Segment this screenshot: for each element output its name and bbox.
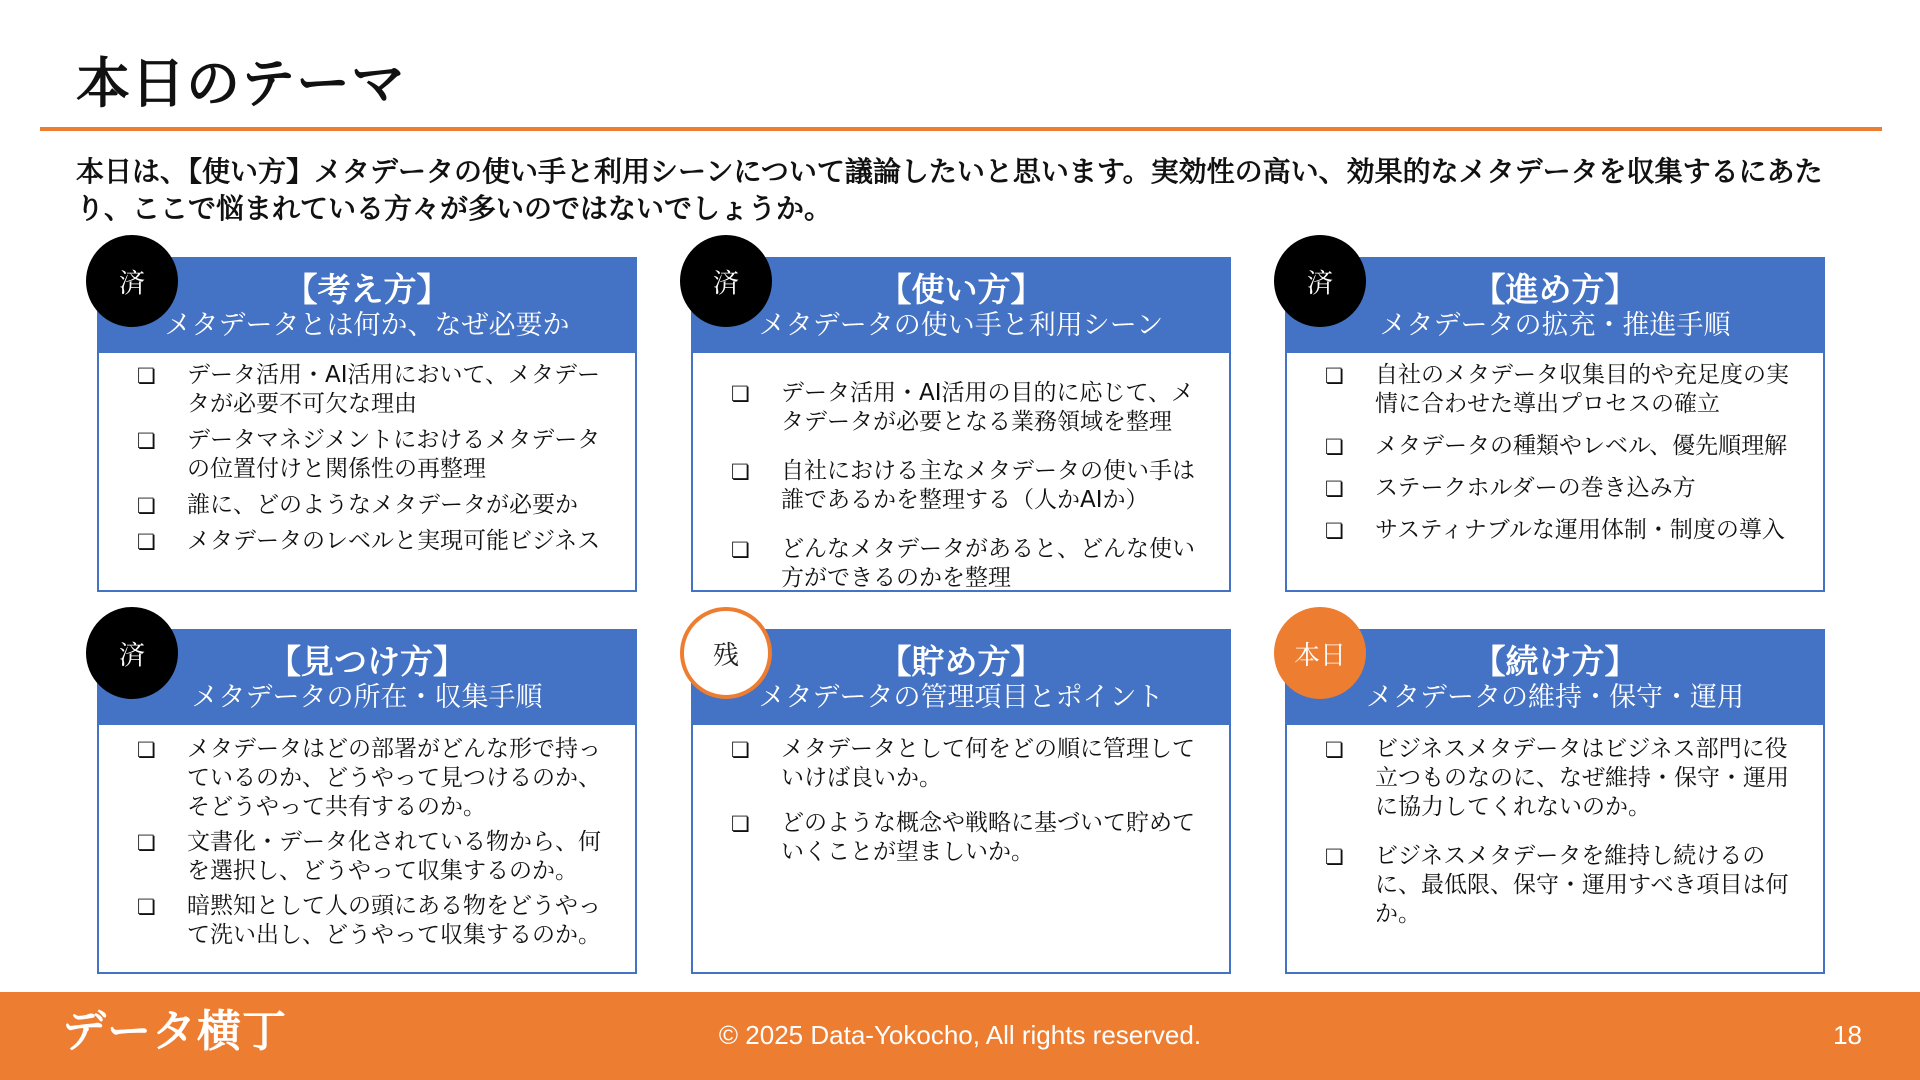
list-item-text: どんなメタデータがあると、どんな使い方ができるのかを整理 <box>781 536 1195 591</box>
checkbox-bullet-icon: ❏ <box>137 364 156 388</box>
list-item <box>137 892 617 950</box>
list-item-text: 誰に、どのようなメタデータが必要か <box>187 492 578 518</box>
list-item <box>1325 474 1805 503</box>
list-item-text: メタデータとして何をどの順に管理していけば良いか。 <box>781 736 1195 791</box>
footer-bar <box>0 992 1920 1080</box>
checkbox-bullet-icon: ❏ <box>137 831 156 855</box>
list-item-text: 自社における主なメタデータの使い手は誰であるかを整理する（人かAIか） <box>781 458 1195 513</box>
theme-card <box>97 257 637 592</box>
card-title: 【考え方】 <box>284 270 450 309</box>
card-body <box>1287 353 1823 545</box>
theme-card <box>1285 629 1825 974</box>
list-item-text: メタデータのレベルと実現可能ビジネス <box>187 528 601 554</box>
list-item-text: データ活用・AI活用において、メタデータが必要不可欠な理由 <box>187 362 601 417</box>
card-title: 【貯め方】 <box>878 642 1044 681</box>
list-item <box>137 735 617 822</box>
card-header <box>693 259 1229 353</box>
card-subtitle: メタデータの使い手と利用シーン <box>758 310 1164 341</box>
checkbox-bullet-icon: ❏ <box>731 382 750 406</box>
list-item <box>137 361 617 419</box>
bullet-list <box>731 735 1211 867</box>
checkbox-bullet-icon: ❏ <box>1325 364 1344 388</box>
card-header <box>693 631 1229 725</box>
list-item <box>1325 516 1805 545</box>
list-item-text: どのような概念や戦略に基づいて貯めていくことが望ましいか。 <box>781 810 1195 865</box>
brand-logo: データ横丁 <box>62 1006 287 1057</box>
bullet-list <box>1325 361 1805 545</box>
list-item <box>137 491 617 520</box>
checkbox-bullet-icon: ❏ <box>1325 738 1344 762</box>
intro-text: 本日は、【使い方】メタデータの使い手と利用シーンについて議論したいと思います。実効性の高い、効果的なメタデータを収集するにあたり、ここで悩まれている方々が多いのではないでしょうか。 <box>76 155 1823 225</box>
checkbox-bullet-icon: ❏ <box>1325 477 1344 501</box>
bullet-list <box>137 735 617 950</box>
list-item <box>731 535 1211 593</box>
list-item-text: メタデータの種類やレベル、優先順理解 <box>1375 433 1788 459</box>
list-item-text: 暗黙知として人の頭にある物をどうやって洗い出し、どうやって収集するのか。 <box>187 893 601 948</box>
page-number: 18 <box>1833 1020 1862 1050</box>
list-item-text: サスティナブルな運用体制・制度の導入 <box>1375 517 1785 543</box>
title-divider <box>40 127 1882 131</box>
card-header <box>99 631 635 725</box>
list-item-text: ビジネスメタデータを維持し続けるのに、最低限、保守・運用すべき項目は何か。 <box>1375 843 1789 927</box>
card-body <box>1287 725 1823 929</box>
status-badge: 本日 <box>1274 607 1366 699</box>
card-body <box>99 353 635 556</box>
theme-card <box>1285 257 1825 592</box>
list-item <box>137 527 617 556</box>
list-item-text: ビジネスメタデータはビジネス部門に役立つものなのに、なぜ維持・保守・運用に協力してくれないのか。 <box>1375 736 1789 820</box>
checkbox-bullet-icon: ❏ <box>137 530 156 554</box>
checkbox-bullet-icon: ❏ <box>731 460 750 484</box>
card-body <box>693 353 1229 593</box>
list-item <box>1325 361 1805 419</box>
list-item-text: 自社のメタデータ収集目的や充足度の実情に合わせた導出プロセスの確立 <box>1375 362 1789 417</box>
checkbox-bullet-icon: ❏ <box>1325 435 1344 459</box>
list-item <box>137 426 617 484</box>
checkbox-bullet-icon: ❏ <box>1325 845 1344 869</box>
checkbox-bullet-icon: ❏ <box>1325 519 1344 543</box>
card-header <box>99 259 635 353</box>
list-item-text: データ活用・AI活用の目的に応じて、メタデータが必要となる業務領域を整理 <box>781 380 1195 435</box>
status-badge: 済 <box>680 235 772 327</box>
theme-card <box>691 629 1231 974</box>
list-item <box>1325 842 1805 929</box>
checkbox-bullet-icon: ❏ <box>137 895 156 919</box>
card-header <box>1287 259 1823 353</box>
status-badge: 済 <box>86 235 178 327</box>
list-item-text: メタデータはどの部署がどんな形で持っているのか、どうやって見つけるのか、そどうやって共有するのか。 <box>187 736 601 820</box>
card-subtitle: メタデータの拡充・推進手順 <box>1379 310 1731 341</box>
theme-card <box>97 629 637 974</box>
card-subtitle: メタデータの所在・収集手順 <box>191 682 543 713</box>
list-item <box>731 457 1211 515</box>
checkbox-bullet-icon: ❏ <box>731 738 750 762</box>
copyright-text: © 2025 Data-Yokocho, All rights reserved. <box>718 1020 1202 1050</box>
list-item-text: 文書化・データ化されている物から、何を選択し、どうやって収集するのか。 <box>187 829 601 884</box>
checkbox-bullet-icon: ❏ <box>731 812 750 836</box>
bullet-list <box>137 361 617 556</box>
status-badge: 済 <box>1274 235 1366 327</box>
card-body <box>99 725 635 950</box>
list-item <box>137 828 617 886</box>
card-subtitle: メタデータの維持・保守・運用 <box>1366 682 1744 713</box>
slide-title: 本日のテーマ <box>76 52 406 115</box>
list-item <box>1325 432 1805 461</box>
checkbox-bullet-icon: ❏ <box>137 738 156 762</box>
status-badge: 残 <box>680 607 772 699</box>
status-badge: 済 <box>86 607 178 699</box>
card-title: 【使い方】 <box>878 270 1044 309</box>
bullet-list <box>731 379 1211 593</box>
list-item-text: データマネジメントにおけるメタデータの位置付けと関係性の再整理 <box>187 427 601 482</box>
checkbox-bullet-icon: ❏ <box>731 538 750 562</box>
card-title: 【見つけ方】 <box>268 642 466 681</box>
card-title: 【進め方】 <box>1472 270 1638 309</box>
list-item <box>731 809 1211 867</box>
list-item <box>731 735 1211 793</box>
checkbox-bullet-icon: ❏ <box>137 494 156 518</box>
card-title: 【続け方】 <box>1472 642 1638 681</box>
card-header <box>1287 631 1823 725</box>
checkbox-bullet-icon: ❏ <box>137 429 156 453</box>
list-item <box>731 379 1211 437</box>
list-item <box>1325 735 1805 822</box>
card-subtitle: メタデータとは何か、なぜ必要か <box>164 310 570 341</box>
theme-card <box>691 257 1231 592</box>
card-body <box>693 725 1229 867</box>
list-item-text: ステークホルダーの巻き込み方 <box>1375 475 1696 501</box>
card-subtitle: メタデータの管理項目とポイント <box>758 682 1164 713</box>
bullet-list <box>1325 735 1805 929</box>
